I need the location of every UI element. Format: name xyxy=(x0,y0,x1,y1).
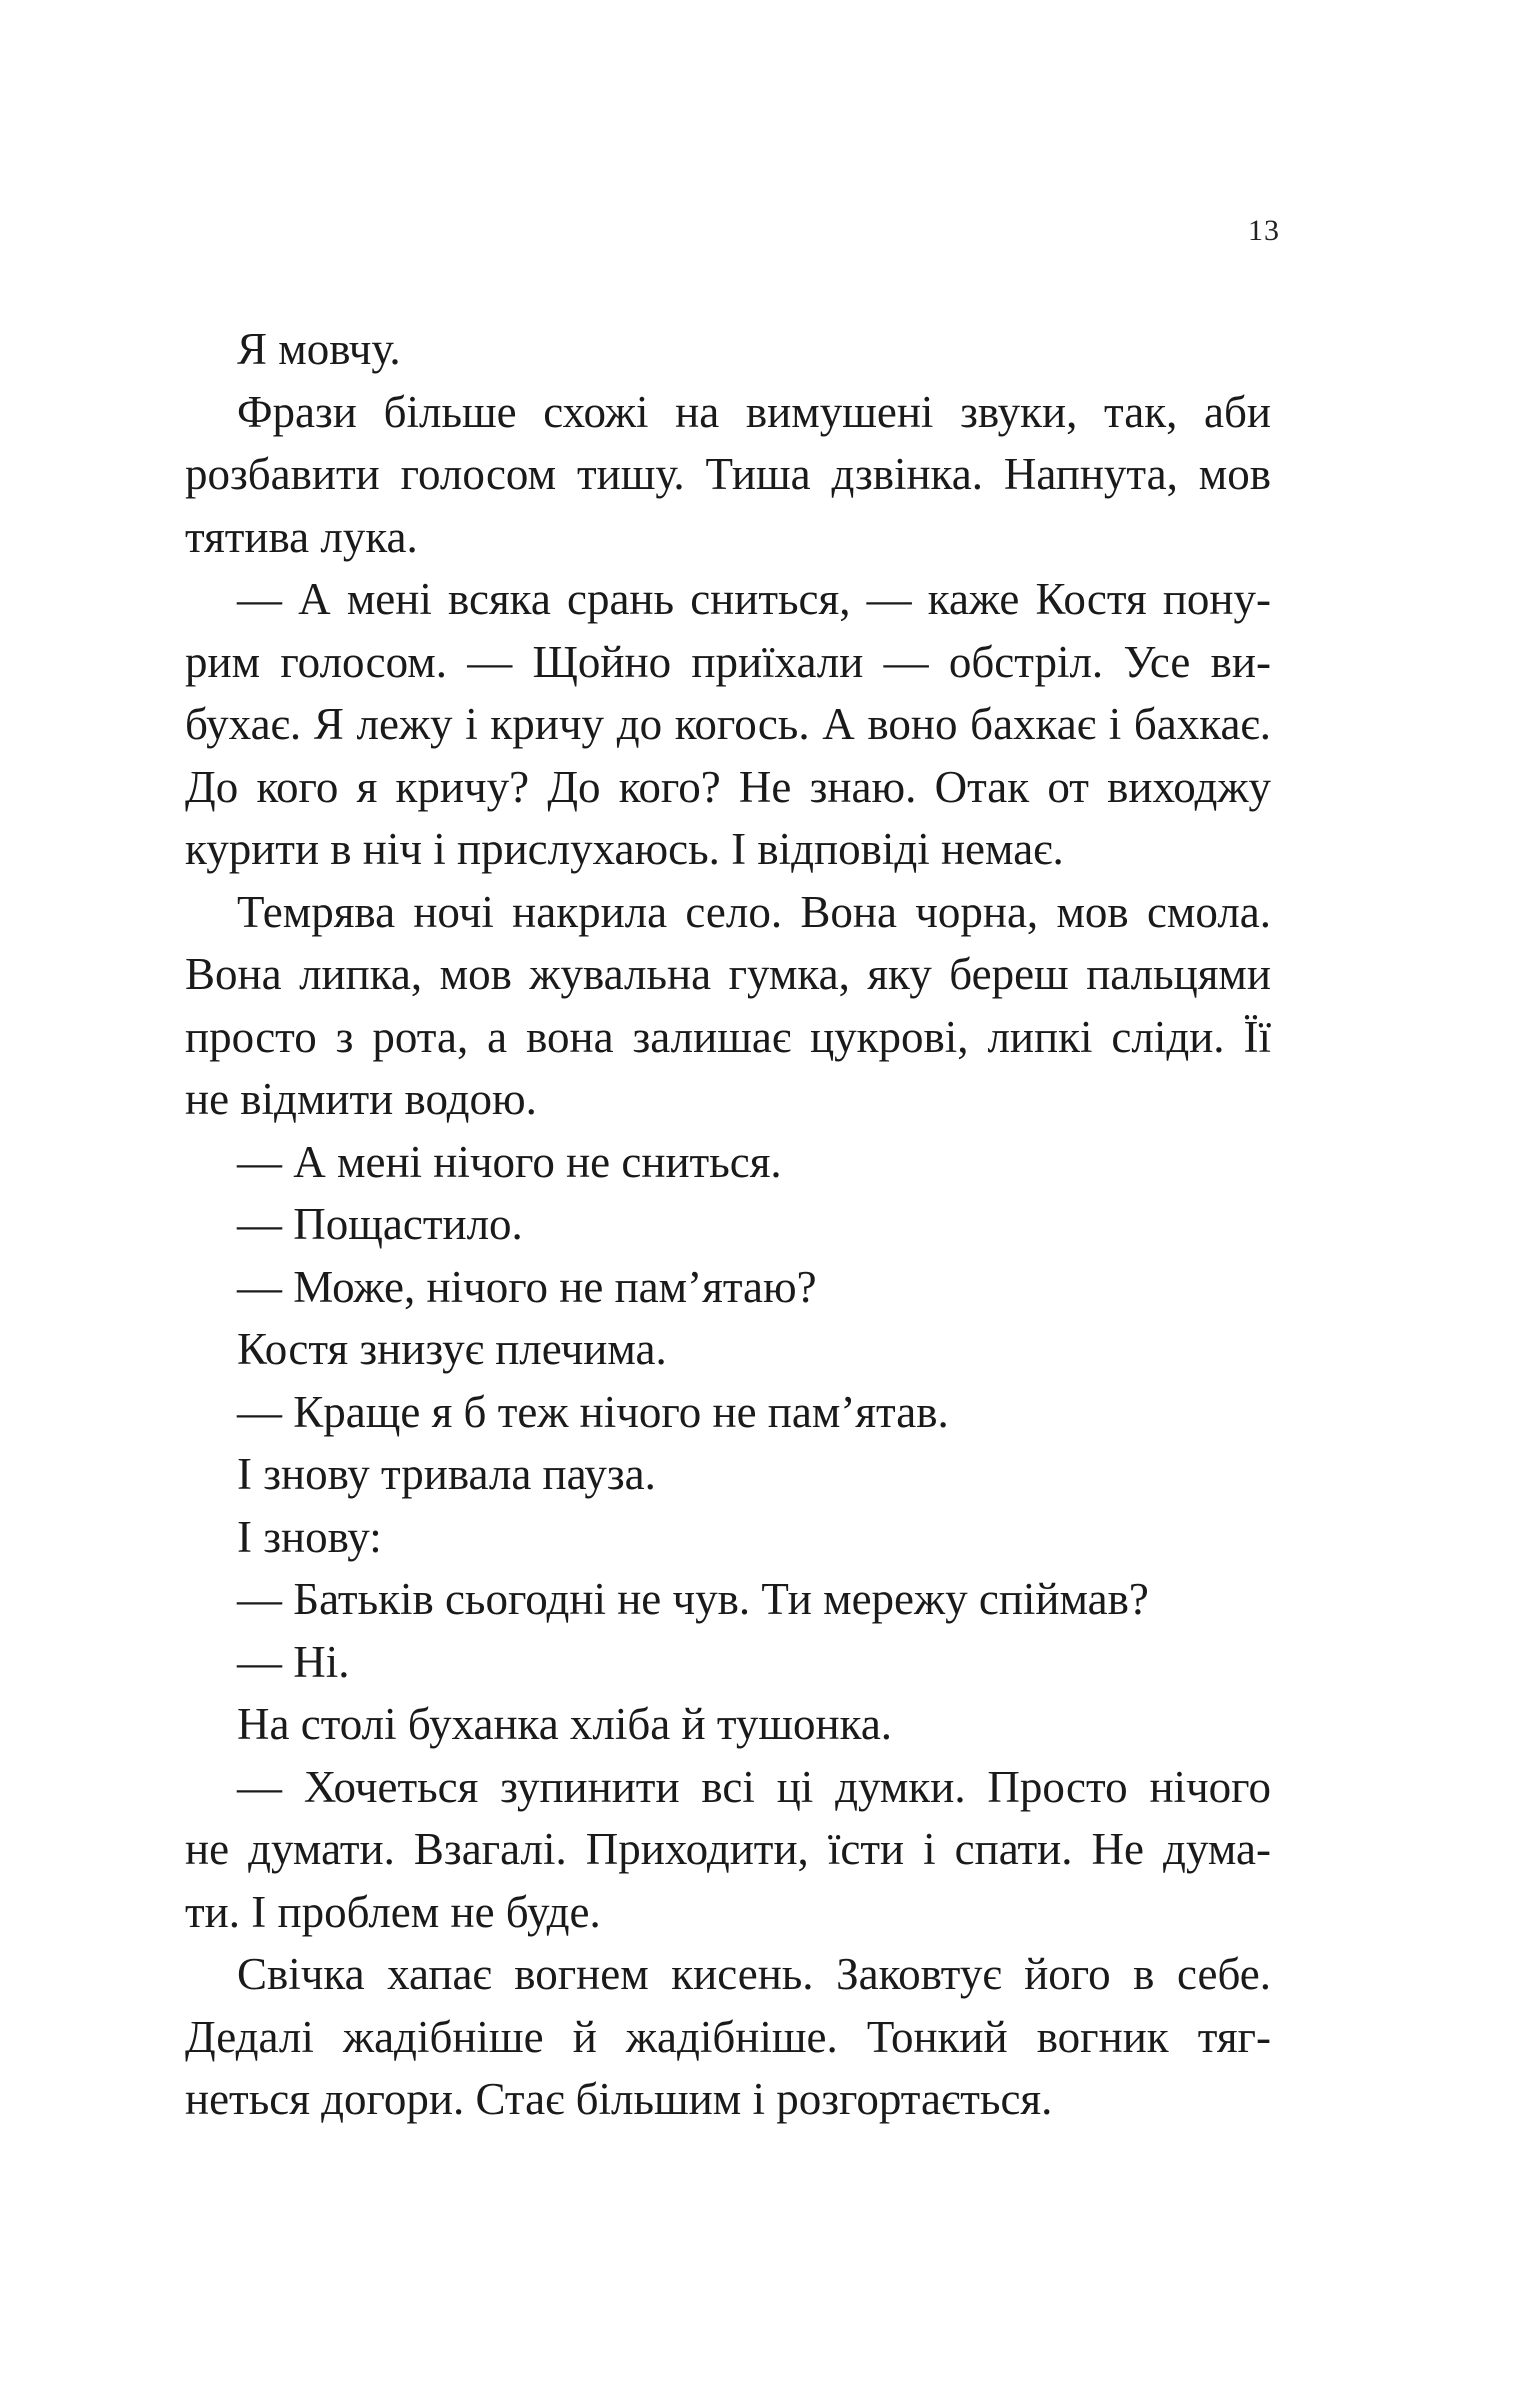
text-line: — Ні. xyxy=(237,1636,350,1687)
text-line: — Краще я б теж нічого не пам’ятав. xyxy=(237,1386,949,1437)
text-line: На столі буханка хліба й тушонка. xyxy=(237,1699,893,1749)
text-line: — Пощастило. xyxy=(237,1199,523,1249)
text-line: — Хочеться зупинити всі ці думки. Просто нічого xyxy=(237,1761,1271,1812)
body-text xyxy=(185,318,1271,2131)
text-line: не відмити водою. xyxy=(185,1074,537,1124)
text-line: розбавити голосом тишу. Тиша дзвінка. Напнута, мов xyxy=(185,449,1271,499)
text-line: не думати. Взагалі. Приходити, їсти і спати. Не дума- xyxy=(185,1824,1271,1874)
text-line: просто з рота, а вона залишає цукрові, липкі сліди. Її xyxy=(185,1011,1271,1062)
page-number: 13 xyxy=(1248,214,1280,247)
text-line: Фрази більше схожі на вимушені звуки, так, аби xyxy=(237,386,1271,437)
text-line: Дедалі жадібніше й жадібніше. Тонкий вогник тяг- xyxy=(185,2011,1271,2062)
text-line: ти. І проблем не буде. xyxy=(185,1886,601,1937)
text-line: бухає. Я лежу і кричу до когось. А воно бахкає і бахкає. xyxy=(185,699,1271,749)
text-line: — Може, нічого не пам’ятаю? xyxy=(237,1261,817,1312)
text-line: Темрява ночі накрила село. Вона чорна, мов смола. xyxy=(237,886,1271,937)
text-line: Вона липка, мов жувальна гумка, яку береш пальцями xyxy=(185,949,1271,999)
text-line: тятива лука. xyxy=(185,511,418,562)
text-line: — А мені нічого не сниться. xyxy=(237,1136,782,1187)
text-line: Я мовчу. xyxy=(237,324,401,374)
text-line: курити в ніч і прислухаюсь. І відповіді немає. xyxy=(185,824,1064,874)
text-line: неться догори. Стає більшим і розгортається. xyxy=(185,2074,1053,2124)
text-line: Свічка хапає вогнем кисень. Заковтує його в себе. xyxy=(237,1949,1271,1999)
text-line: — Батьків сьогодні не чув. Ти мережу спіймав? xyxy=(237,1574,1149,1624)
text-line: І знову: xyxy=(237,1511,382,1562)
text-line: І знову тривала пауза. xyxy=(237,1449,656,1499)
text-line: До кого я кричу? До кого? Не знаю. Отак от виходжу xyxy=(185,761,1271,812)
text-line: — А мені всяка срань сниться, — каже Костя пону- xyxy=(237,574,1271,624)
text-line: рим голосом. — Щойно приїхали — обстріл. Усе ви- xyxy=(185,636,1271,687)
text-line: Костя знизує плечима. xyxy=(237,1324,667,1374)
